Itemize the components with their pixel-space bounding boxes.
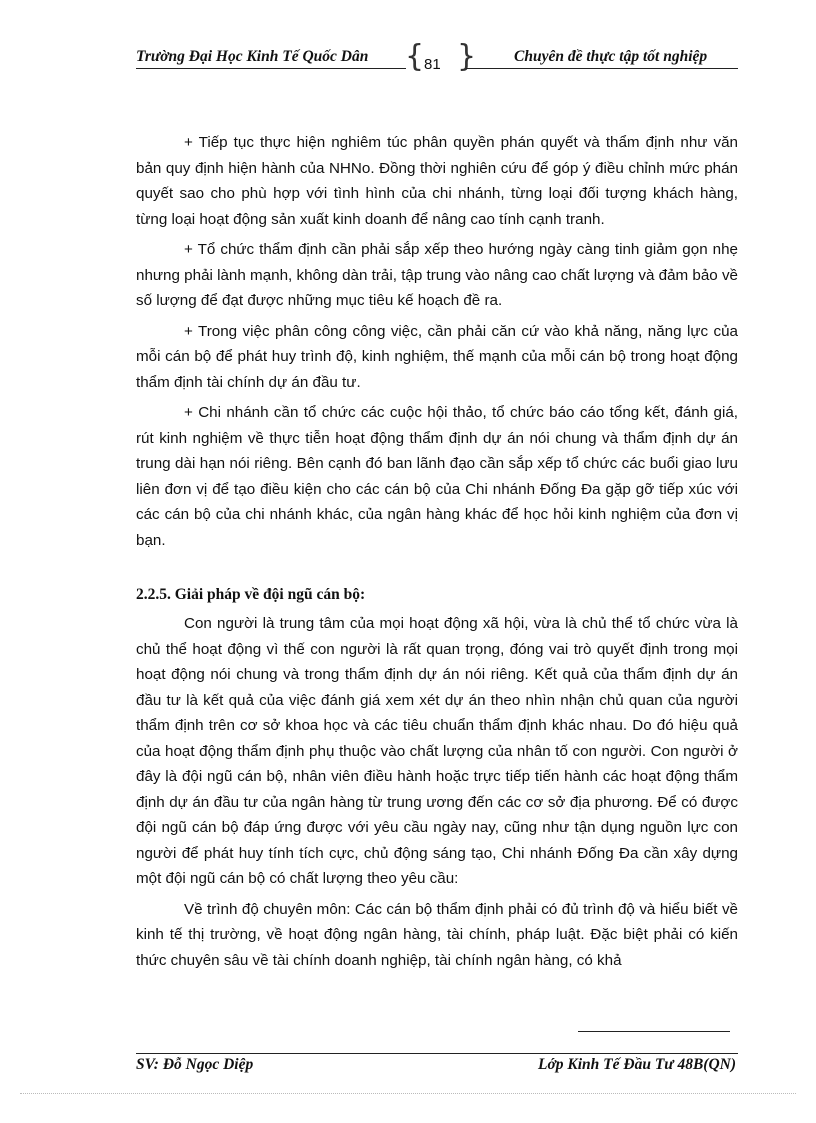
paragraph: Về trình độ chuyên môn: Các cán bộ thẩm định phải có đủ trình độ và hiểu biết về kinh tế thị trường, về hoạt động ngân hàng, tài chính, pháp luật. Đặc biệt phải có kiến thức chuyên sâu về tài chính doanh nghiệp, tài chính ngân hàng, có khả bbox=[136, 900, 738, 969]
page-boundary bbox=[20, 1093, 796, 1094]
header-report-title: Chuyên đề thực tập tốt nghiệp bbox=[514, 48, 708, 65]
paragraph: + Tiếp tục thực hiện nghiêm túc phân quyền phán quyết và thẩm định như văn bản quy định hiện hành của NHNo. Đồng thời nghiên cứu để góp ý điều chỉnh mức phán quyết sao cho phù hợp với tình hình của chi nhánh, từng loại đối tượng khách hàng, từng loại hoạt động sản xuất kinh doanh để nâng cao tính cạnh tranh. bbox=[136, 134, 738, 228]
header-rule-left bbox=[136, 68, 406, 69]
header-school-name: Trường Đại Học Kinh Tế Quốc Dân bbox=[136, 48, 369, 65]
footer-class-name: Lớp Kinh Tế Đầu Tư 48B(QN) bbox=[537, 1056, 736, 1073]
body-text bbox=[136, 130, 738, 973]
header-rule-right bbox=[466, 68, 738, 69]
paragraph: + Tổ chức thẩm định cần phải sắp xếp theo hướng ngày càng tinh giảm gọn nhẹ nhưng phải lành mạnh, không dàn trải, tập trung vào nâng cao chất lượng và đảm bảo về số lượng để đạt được những mục tiêu kế hoạch đề ra. bbox=[136, 241, 738, 309]
footnote-separator bbox=[578, 1031, 730, 1032]
paragraph: Con người là trung tâm của mọi hoạt động xã hội, vừa là chủ thể tổ chức vừa là chủ thể hoạt động vì thế con người là rất quan trọng, đóng vai trò quyết định trong mọi hoạt động nói chung và trong thẩm định dự án nói riêng. Kết quả của thẩm định dự án đầu tư là kết quả của việc đánh giá xem xét dự án theo nhìn nhận chủ quan của người thẩm định trên cơ sở khoa học và các tiêu chuẩn thẩm định khác nhau. Do đó hiệu quả của hoạt động thẩm định phụ thuộc vào chất lượng của nhân tố con người. Con người ở đây là đội ngũ cán bộ, nhân viên điều hành hoặc trực tiếp tiến hành các hoạt động thẩm định dự án đầu tư của ngân hàng từ trung ương đến các cơ sở địa phương. Để có được đội ngũ cán bộ đáp ứng được với yêu cầu ngày nay, cũng như tận dụng nguồn lực con người để phát huy tính tích cực, chủ động sáng tạo, Chi nhánh Đống Đa cần xây dựng một đội ngũ cán bộ có chất lượng theo yêu cầu: bbox=[136, 615, 738, 887]
footer-student-name: SV: Đỗ Ngọc Diệp bbox=[136, 1056, 254, 1073]
page-number-bracket-left: { bbox=[405, 39, 425, 74]
paragraph: + Chi nhánh cần tổ chức các cuộc hội thảo, tổ chức báo cáo tổng kết, đánh giá, rút kinh nghiệm về thực tiễn hoạt động thẩm định dự án nói chung và thẩm định dự án trung dài hạn nói riêng. Bên cạnh đó ban lãnh đạo cần sắp xếp tổ chức các buổi giao lưu liên đơn vị để tạo điều kiện cho các cán bộ của Chi nhánh Đống Đa gặp gỡ tiếp xúc với các cán bộ của chi nhánh khác, của ngân hàng khác để học hỏi kinh nghiệm của đơn vị bạn. bbox=[136, 404, 738, 549]
footer-rule bbox=[136, 1053, 738, 1054]
section-heading: 2.2.5. Giải pháp về đội ngũ cán bộ: bbox=[136, 586, 366, 603]
paragraph: + Trong việc phân công công việc, cần phải căn cứ vào khả năng, năng lực của mỗi cán bộ để phát huy trình độ, kinh nghiệm, thế mạnh của mỗi cán bộ trong hoạt động thẩm định tài chính dự án đầu tư. bbox=[136, 322, 738, 391]
page-number-bracket-right: } bbox=[457, 39, 477, 74]
page-number: 81 bbox=[424, 56, 441, 73]
